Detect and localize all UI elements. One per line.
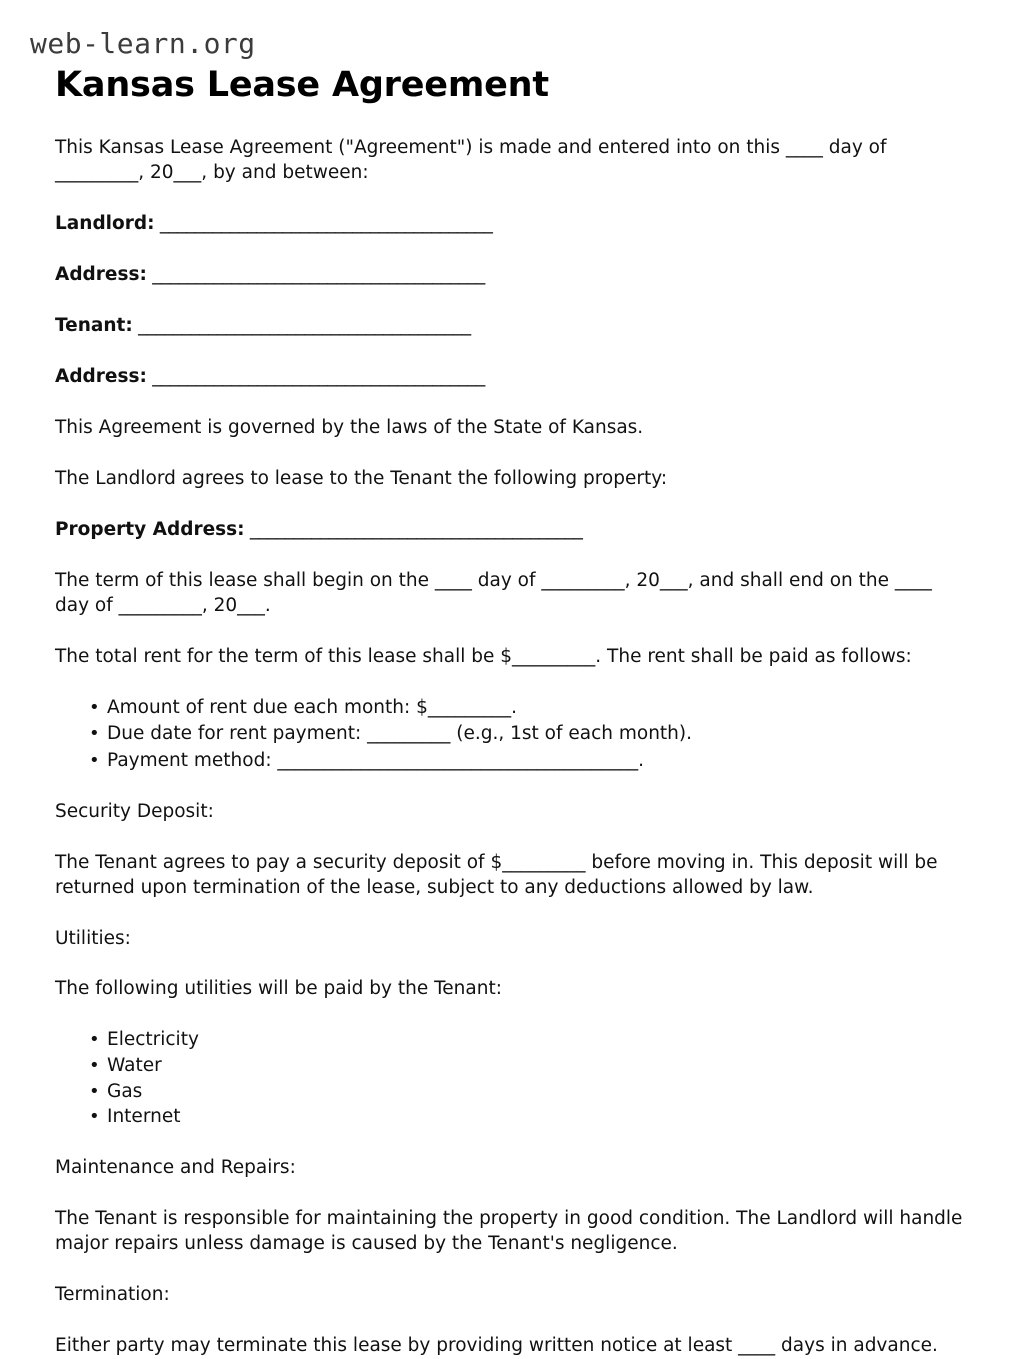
list-item: • Water	[107, 1054, 967, 1079]
list-item: • Payment method: _______________________________________.	[107, 749, 967, 774]
landlord-address-label: Address:	[55, 264, 147, 286]
list-item: • Amount of rent due each month: $_________.	[107, 696, 967, 721]
governing-law-paragraph: This Agreement is governed by the laws of the State of Kansas.	[55, 417, 644, 438]
termination-paragraph: Either party may terminate this lease by providing written notice at least ____ days in advance.	[55, 1334, 938, 1356]
rent-terms-list	[55, 696, 967, 774]
security-deposit-heading: Security Deposit:	[55, 800, 214, 822]
tenant-address-field-row	[55, 365, 967, 390]
maintenance-paragraph: The Tenant is responsible for maintaining the property in good condition. The Landlord will handle major repairs unless damage is caused by the Tenant's negligence.	[55, 1207, 963, 1254]
utilities-heading: Utilities:	[55, 927, 131, 949]
security-deposit-paragraph: The Tenant agrees to pay a security deposit of $_________ before moving in. This deposit will be returned upon termination of the lease, subject to any deductions allowed by law.	[55, 851, 938, 898]
tenant-field-row	[55, 314, 967, 339]
property-address-blank-line: ______________________________________	[244, 518, 583, 540]
utilities-list	[55, 1028, 967, 1129]
landlord-blank-line: ______________________________________	[154, 213, 493, 235]
intro-paragraph: This Kansas Lease Agreement ("Agreement") is made and entered into on this ____ day of _________, 20___, by and between:	[55, 137, 887, 184]
list-item: • Electricity	[107, 1028, 967, 1053]
tenant-blank-line: ______________________________________	[132, 315, 471, 337]
utilities-intro-paragraph: The following utilities will be paid by the Tenant:	[55, 978, 502, 1000]
tenant-label: Tenant:	[55, 315, 133, 337]
total-rent-paragraph: The total rent for the term of this lease shall be $_________. The rent shall be paid as follows:	[55, 645, 912, 667]
termination-heading: Termination:	[55, 1283, 170, 1305]
landlord-label: Landlord:	[55, 213, 155, 235]
document-body	[55, 136, 967, 1358]
property-address-label: Property Address:	[55, 518, 245, 540]
tenant-address-blank-line: ______________________________________	[146, 366, 485, 388]
landlord-address-blank-line: ______________________________________	[146, 264, 485, 286]
page-title: Kansas Lease Agreement	[55, 65, 549, 106]
tenant-address-label: Address:	[55, 366, 147, 388]
maintenance-heading: Maintenance and Repairs:	[55, 1156, 296, 1178]
list-item: • Gas	[107, 1080, 967, 1105]
lease-intro-paragraph: The Landlord agrees to lease to the Tenant the following property:	[55, 467, 668, 489]
landlord-field-row	[55, 212, 967, 237]
site-logo-text: web-learn.org	[30, 27, 256, 60]
list-item: • Internet	[107, 1105, 967, 1130]
lease-term-paragraph: The term of this lease shall begin on the ____ day of _________, 20___, and shall end on the ____ day of _________, 20___.	[55, 569, 932, 616]
list-item: • Due date for rent payment: _________ (e.g., 1st of each month).	[107, 722, 967, 747]
document-header	[0, 0, 1025, 106]
landlord-address-field-row	[55, 263, 967, 288]
property-address-field-row	[55, 518, 967, 543]
